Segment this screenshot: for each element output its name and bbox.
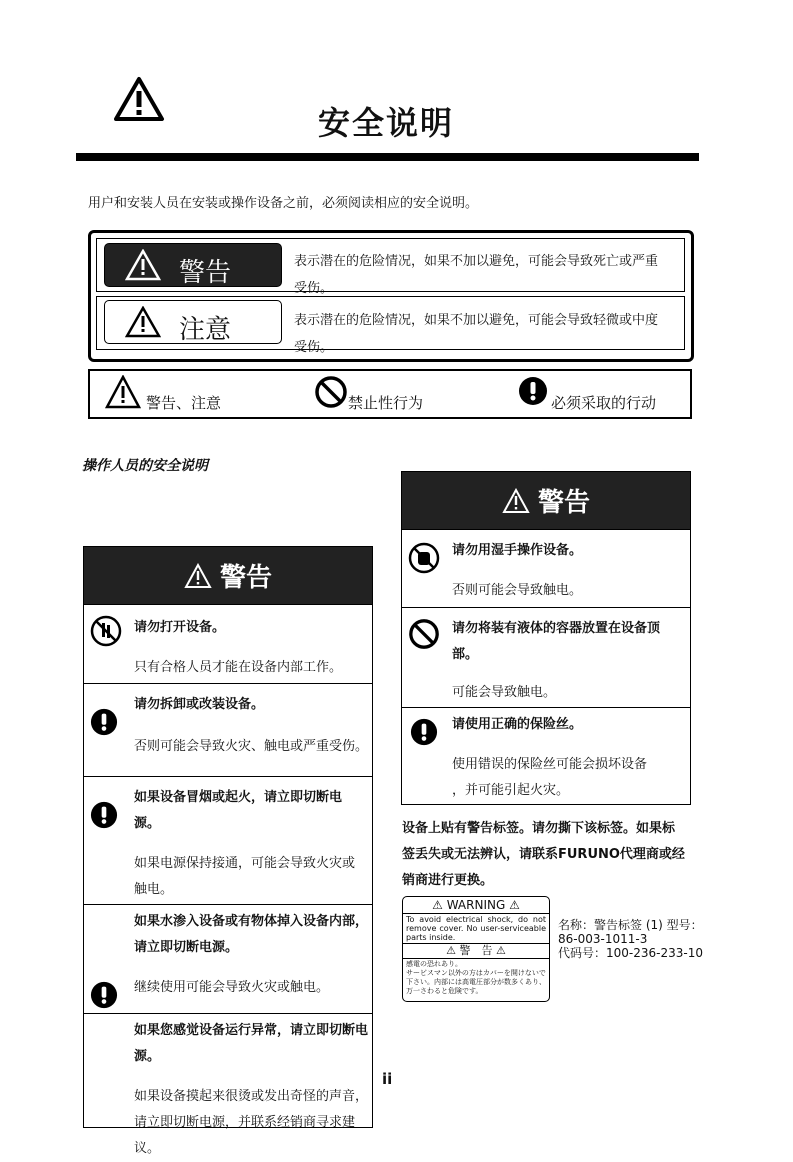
list-item: 如果设备冒烟或起火，请立即切断电 源。 如果电源保持接通，可能会导致火灾或 触电。 [84,776,372,905]
page-number: ii [382,1070,393,1088]
panel-header: 警告 [84,547,372,604]
warning-description: 表示潜在的危险情况，如果不加以避免，可能会导致死亡或严重 受伤。 [294,254,659,296]
list-item: 如果水渗入设备或有物体掉入设备内部， 请立即切断电源。 继续使用可能会导致火灾或触电。 [84,904,372,1014]
no-disassembly-icon [90,615,122,647]
no-wet-hands-icon [408,542,440,574]
mandatory-icon [90,708,118,736]
prohibited-icon [314,375,348,409]
section-title: 操作人员的安全说明 [82,458,208,474]
warning-triangle-icon [113,76,165,122]
mandatory-icon [410,718,438,746]
header-rule [76,153,699,161]
left-warning-panel [83,546,373,1156]
list-item: 请使用正确的保险丝。 使用错误的保险丝可能会损坏设备 ，并可能引起火灾。 [402,707,690,805]
warning-triangle-icon: ⚠ [496,944,506,957]
label-info: 名称：警告标签 (1) 型号： 86-003-1011-3 代码号：100-236-233-10 [558,918,703,960]
list-item: 请勿拆卸或改装设备。 否则可能会导致火灾、触电或严重受伤。 [84,683,372,777]
warning-label-image: ⚠ WARNING ⚠ To avoid electrical shock, do not remove cover. No user-serviceable parts inside. ⚠ 警 告 ⚠ 感電の恐れあり。 サービスマン以外の方はカバーを開けないで下さい。内部には高電圧部分が数多くあり、万一さわると危険です。 [402,896,550,1002]
caution-description: 表示潜在的危险情况，如果不加以避免，可能会导致轻微或中度 受伤。 [294,313,659,355]
warning-triangle-icon [125,306,161,338]
mandatory-icon [518,376,548,406]
panel-header: 警告 [402,472,690,529]
warning-triangle-icon [184,563,212,589]
list-item: 请勿将装有液体的容器放置在设备顶 部。 可能会导致触电。 [402,607,690,708]
mandatory-icon [90,801,118,829]
prohibited-icon [408,618,440,650]
warning-label-jp-title: ⚠ 警 告 ⚠ [403,944,549,959]
warning-triangle-icon: ⚠ [446,944,456,957]
signal-word-label: 注意 [179,315,232,345]
warning-label-note: 设备上贴有警告标签。请勿撕下该标签。如果标 签丢失或无法辨认，请联系FURUNO代理商或经 销商进行更换。 [402,821,685,888]
caution-signal-word [104,300,282,344]
list-item: 如果您感觉设备运行异常，请立即切断电 源。 如果设备摸起来很烫或发出奇怪的声音， 请立即切断电源，并联系经销商寻求建议。 [84,1013,372,1128]
warning-triangle-icon: ⚠ [509,898,520,912]
symbol-label: 警告、注意 [146,394,222,412]
page-title: 安全说明 [318,104,455,142]
mandatory-icon [90,981,118,1009]
signal-word-label: 警告 [179,258,232,288]
symbol-label: 必须采取的行动 [551,394,657,412]
list-item: 请勿用湿手操作设备。 否则可能会导致触电。 [402,529,690,608]
warning-label-title: ⚠ WARNING ⚠ [403,897,549,914]
warning-triangle-icon [105,375,141,409]
warning-triangle-icon [502,488,530,514]
warning-triangle-icon: ⚠ [432,898,443,912]
warning-triangle-icon [125,249,161,281]
right-warning-panel [401,471,691,805]
intro-text: 用户和安装人员在安装或操作设备之前，必须阅读相应的安全说明。 [88,196,479,211]
list-item: 请勿打开设备。 只有合格人员才能在设备内部工作。 [84,604,372,684]
warning-signal-word [104,243,282,287]
symbol-label: 禁止性行为 [348,394,424,412]
